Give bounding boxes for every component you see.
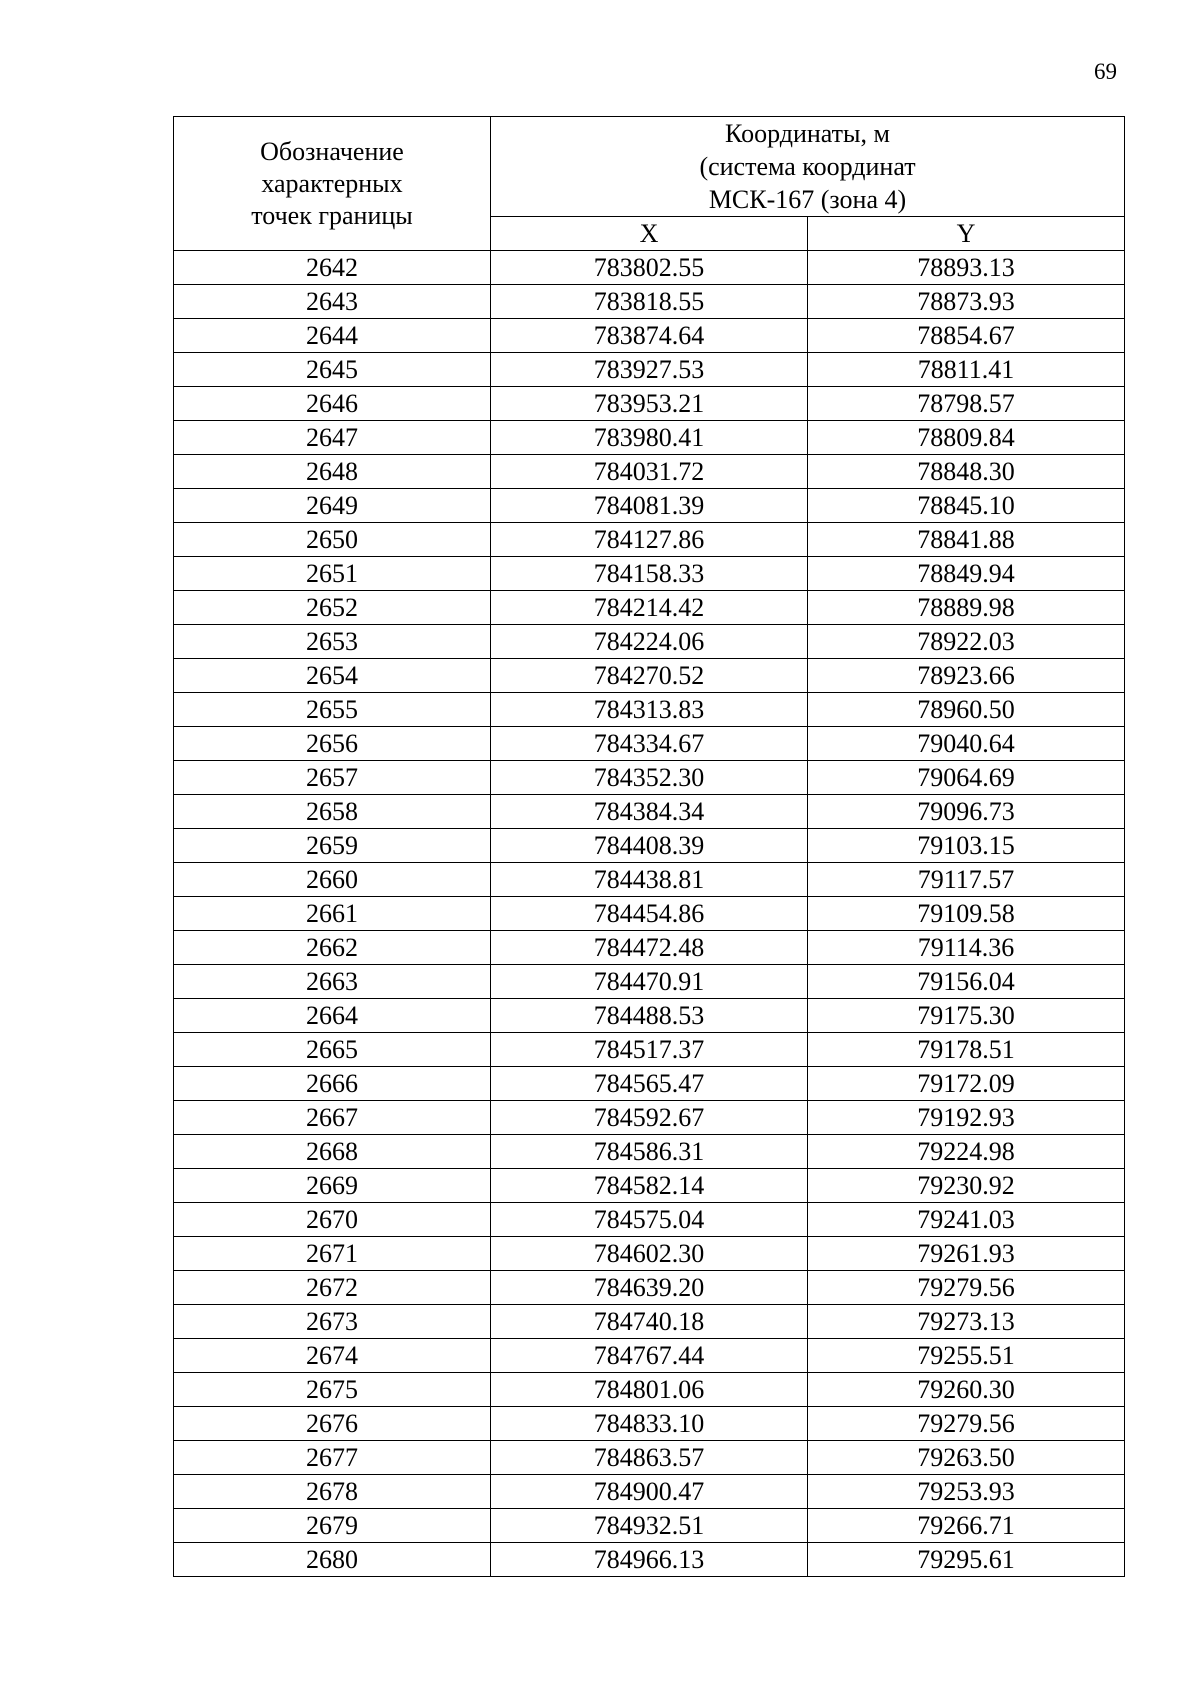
- x-coordinate-cell: 784031.72: [491, 455, 808, 489]
- point-id-cell: 2659: [174, 829, 491, 863]
- y-coordinate-cell: 79230.92: [808, 1169, 1125, 1203]
- y-coordinate-cell: 79241.03: [808, 1203, 1125, 1237]
- point-id-cell: 2645: [174, 353, 491, 387]
- point-id-cell: 2653: [174, 625, 491, 659]
- point-id-cell: 2647: [174, 421, 491, 455]
- x-coordinate-cell: 784582.14: [491, 1169, 808, 1203]
- y-coordinate-cell: 79261.93: [808, 1237, 1125, 1271]
- y-coordinate-cell: 79253.93: [808, 1475, 1125, 1509]
- x-coordinate-cell: 784472.48: [491, 931, 808, 965]
- table-row: [174, 1373, 1125, 1407]
- table-row: [174, 1135, 1125, 1169]
- table-row: [174, 1067, 1125, 1101]
- point-id-cell: 2642: [174, 251, 491, 285]
- table-row: [174, 557, 1125, 591]
- point-id-cell: 2673: [174, 1305, 491, 1339]
- point-id-cell: 2662: [174, 931, 491, 965]
- y-coordinate-cell: 78798.57: [808, 387, 1125, 421]
- y-coordinate-cell: 78960.50: [808, 693, 1125, 727]
- x-coordinate-cell: 783818.55: [491, 285, 808, 319]
- y-coordinate-cell: 79064.69: [808, 761, 1125, 795]
- table-row: [174, 285, 1125, 319]
- point-id-cell: 2676: [174, 1407, 491, 1441]
- x-coordinate-cell: 784602.30: [491, 1237, 808, 1271]
- x-coordinate-cell: 784966.13: [491, 1543, 808, 1577]
- point-id-cell: 2656: [174, 727, 491, 761]
- x-coordinate-cell: 784224.06: [491, 625, 808, 659]
- x-coordinate-cell: 784081.39: [491, 489, 808, 523]
- y-coordinate-cell: 78845.10: [808, 489, 1125, 523]
- header-point-designation-line: характерных: [261, 168, 403, 198]
- point-id-cell: 2675: [174, 1373, 491, 1407]
- x-coordinate-cell: 784384.34: [491, 795, 808, 829]
- x-coordinate-cell: 784334.67: [491, 727, 808, 761]
- table-row: [174, 693, 1125, 727]
- x-coordinate-cell: 784932.51: [491, 1509, 808, 1543]
- y-coordinate-cell: 79172.09: [808, 1067, 1125, 1101]
- x-coordinate-cell: 784127.86: [491, 523, 808, 557]
- y-coordinate-cell: 79040.64: [808, 727, 1125, 761]
- table-row: [174, 489, 1125, 523]
- page-number: 69: [1094, 59, 1117, 84]
- x-coordinate-cell: 784352.30: [491, 761, 808, 795]
- point-id-cell: 2652: [174, 591, 491, 625]
- y-coordinate-cell: 79114.36: [808, 931, 1125, 965]
- y-coordinate-cell: 79273.13: [808, 1305, 1125, 1339]
- point-id-cell: 2671: [174, 1237, 491, 1271]
- y-coordinate-cell: 79260.30: [808, 1373, 1125, 1407]
- x-coordinate-cell: 784833.10: [491, 1407, 808, 1441]
- x-coordinate-cell: 784408.39: [491, 829, 808, 863]
- y-coordinate-cell: 79266.71: [808, 1509, 1125, 1543]
- y-coordinate-cell: 79117.57: [808, 863, 1125, 897]
- table-row: [174, 863, 1125, 897]
- y-coordinate-cell: 79279.56: [808, 1271, 1125, 1305]
- table-row: [174, 965, 1125, 999]
- y-coordinate-cell: 79175.30: [808, 999, 1125, 1033]
- y-coordinate-cell: 78811.41: [808, 353, 1125, 387]
- x-coordinate-cell: 784863.57: [491, 1441, 808, 1475]
- x-coordinate-cell: 784158.33: [491, 557, 808, 591]
- y-coordinate-cell: 79263.50: [808, 1441, 1125, 1475]
- y-coordinate-cell: 78922.03: [808, 625, 1125, 659]
- y-coordinate-cell: 79279.56: [808, 1407, 1125, 1441]
- point-id-cell: 2667: [174, 1101, 491, 1135]
- point-id-cell: 2660: [174, 863, 491, 897]
- table-row: [174, 1339, 1125, 1373]
- x-coordinate-cell: 784313.83: [491, 693, 808, 727]
- table-body: [174, 251, 1125, 1577]
- x-coordinate-cell: 784575.04: [491, 1203, 808, 1237]
- y-coordinate-cell: 78849.94: [808, 557, 1125, 591]
- x-coordinate-cell: 784801.06: [491, 1373, 808, 1407]
- coordinates-table: [173, 116, 1125, 1577]
- table-row: [174, 1407, 1125, 1441]
- table-row: [174, 1033, 1125, 1067]
- point-id-cell: 2648: [174, 455, 491, 489]
- x-coordinate-cell: 784592.67: [491, 1101, 808, 1135]
- header-point-designation-line: точек границы: [251, 200, 413, 230]
- y-coordinate-cell: 78873.93: [808, 285, 1125, 319]
- table-row: [174, 1237, 1125, 1271]
- x-coordinate-cell: 784470.91: [491, 965, 808, 999]
- y-coordinate-cell: 79178.51: [808, 1033, 1125, 1067]
- table-row: [174, 931, 1125, 965]
- table-row: [174, 761, 1125, 795]
- table-row: [174, 1203, 1125, 1237]
- table-header: [174, 117, 1125, 251]
- y-coordinate-cell: 78923.66: [808, 659, 1125, 693]
- x-coordinate-cell: 784438.81: [491, 863, 808, 897]
- point-id-cell: 2669: [174, 1169, 491, 1203]
- y-coordinate-cell: 79096.73: [808, 795, 1125, 829]
- table-row: [174, 1543, 1125, 1577]
- table-row: [174, 387, 1125, 421]
- point-id-cell: 2666: [174, 1067, 491, 1101]
- header-coordinates-line: Координаты, м: [725, 119, 890, 148]
- table-row: [174, 353, 1125, 387]
- point-id-cell: 2672: [174, 1271, 491, 1305]
- header-coordinates-line: (система координат: [699, 152, 916, 181]
- x-coordinate-cell: 783802.55: [491, 251, 808, 285]
- table-row: [174, 319, 1125, 353]
- y-coordinate-cell: 78893.13: [808, 251, 1125, 285]
- table-row: [174, 659, 1125, 693]
- table-row: [174, 1509, 1125, 1543]
- point-id-cell: 2650: [174, 523, 491, 557]
- table-row: [174, 455, 1125, 489]
- point-id-cell: 2655: [174, 693, 491, 727]
- table-row: [174, 251, 1125, 285]
- x-coordinate-cell: 784517.37: [491, 1033, 808, 1067]
- x-coordinate-cell: 784639.20: [491, 1271, 808, 1305]
- point-id-cell: 2665: [174, 1033, 491, 1067]
- table-row: [174, 625, 1125, 659]
- point-id-cell: 2674: [174, 1339, 491, 1373]
- table-row: [174, 523, 1125, 557]
- point-id-cell: 2670: [174, 1203, 491, 1237]
- header-coordinates-line: МСК-167 (зона 4): [708, 185, 907, 214]
- x-coordinate-cell: 783953.21: [491, 387, 808, 421]
- point-id-cell: 2646: [174, 387, 491, 421]
- table-row: [174, 897, 1125, 931]
- table-row: [174, 829, 1125, 863]
- point-id-cell: 2680: [174, 1543, 491, 1577]
- y-coordinate-cell: 79255.51: [808, 1339, 1125, 1373]
- point-id-cell: 2663: [174, 965, 491, 999]
- point-id-cell: 2668: [174, 1135, 491, 1169]
- y-coordinate-cell: 79295.61: [808, 1543, 1125, 1577]
- y-coordinate-cell: 79109.58: [808, 897, 1125, 931]
- point-id-cell: 2651: [174, 557, 491, 591]
- table-row: [174, 1169, 1125, 1203]
- point-id-cell: 2657: [174, 761, 491, 795]
- x-coordinate-cell: 784740.18: [491, 1305, 808, 1339]
- point-id-cell: 2649: [174, 489, 491, 523]
- x-coordinate-cell: 784767.44: [491, 1339, 808, 1373]
- table-row: [174, 1305, 1125, 1339]
- point-id-cell: 2679: [174, 1509, 491, 1543]
- x-coordinate-cell: 784900.47: [491, 1475, 808, 1509]
- x-coordinate-cell: 783927.53: [491, 353, 808, 387]
- table-row: [174, 421, 1125, 455]
- table-row: [174, 727, 1125, 761]
- x-coordinate-cell: 784454.86: [491, 897, 808, 931]
- x-coordinate-cell: 784586.31: [491, 1135, 808, 1169]
- header-point-designation-line: Обозначение: [260, 136, 404, 166]
- x-coordinate-cell: 783980.41: [491, 421, 808, 455]
- point-id-cell: 2658: [174, 795, 491, 829]
- table-row: [174, 1271, 1125, 1305]
- y-coordinate-cell: 78854.67: [808, 319, 1125, 353]
- point-id-cell: 2677: [174, 1441, 491, 1475]
- x-coordinate-cell: 784214.42: [491, 591, 808, 625]
- x-coordinate-cell: 784270.52: [491, 659, 808, 693]
- x-coordinate-cell: 784565.47: [491, 1067, 808, 1101]
- y-coordinate-cell: 78848.30: [808, 455, 1125, 489]
- point-id-cell: 2661: [174, 897, 491, 931]
- x-coordinate-cell: 783874.64: [491, 319, 808, 353]
- y-coordinate-cell: 79192.93: [808, 1101, 1125, 1135]
- header-point-designation: [174, 117, 491, 251]
- point-id-cell: 2664: [174, 999, 491, 1033]
- point-id-cell: 2678: [174, 1475, 491, 1509]
- table-row: [174, 999, 1125, 1033]
- y-coordinate-cell: 78841.88: [808, 523, 1125, 557]
- y-coordinate-cell: 78889.98: [808, 591, 1125, 625]
- y-coordinate-cell: 79224.98: [808, 1135, 1125, 1169]
- point-id-cell: 2654: [174, 659, 491, 693]
- header-x: X: [491, 217, 808, 251]
- table-row: [174, 1475, 1125, 1509]
- table-row: [174, 591, 1125, 625]
- x-coordinate-cell: 784488.53: [491, 999, 808, 1033]
- table-row: [174, 1101, 1125, 1135]
- y-coordinate-cell: 78809.84: [808, 421, 1125, 455]
- header-y: Y: [808, 217, 1125, 251]
- point-id-cell: 2644: [174, 319, 491, 353]
- y-coordinate-cell: 79156.04: [808, 965, 1125, 999]
- table-row: [174, 1441, 1125, 1475]
- y-coordinate-cell: 79103.15: [808, 829, 1125, 863]
- point-id-cell: 2643: [174, 285, 491, 319]
- table-row: [174, 795, 1125, 829]
- header-coordinates: [491, 117, 1125, 217]
